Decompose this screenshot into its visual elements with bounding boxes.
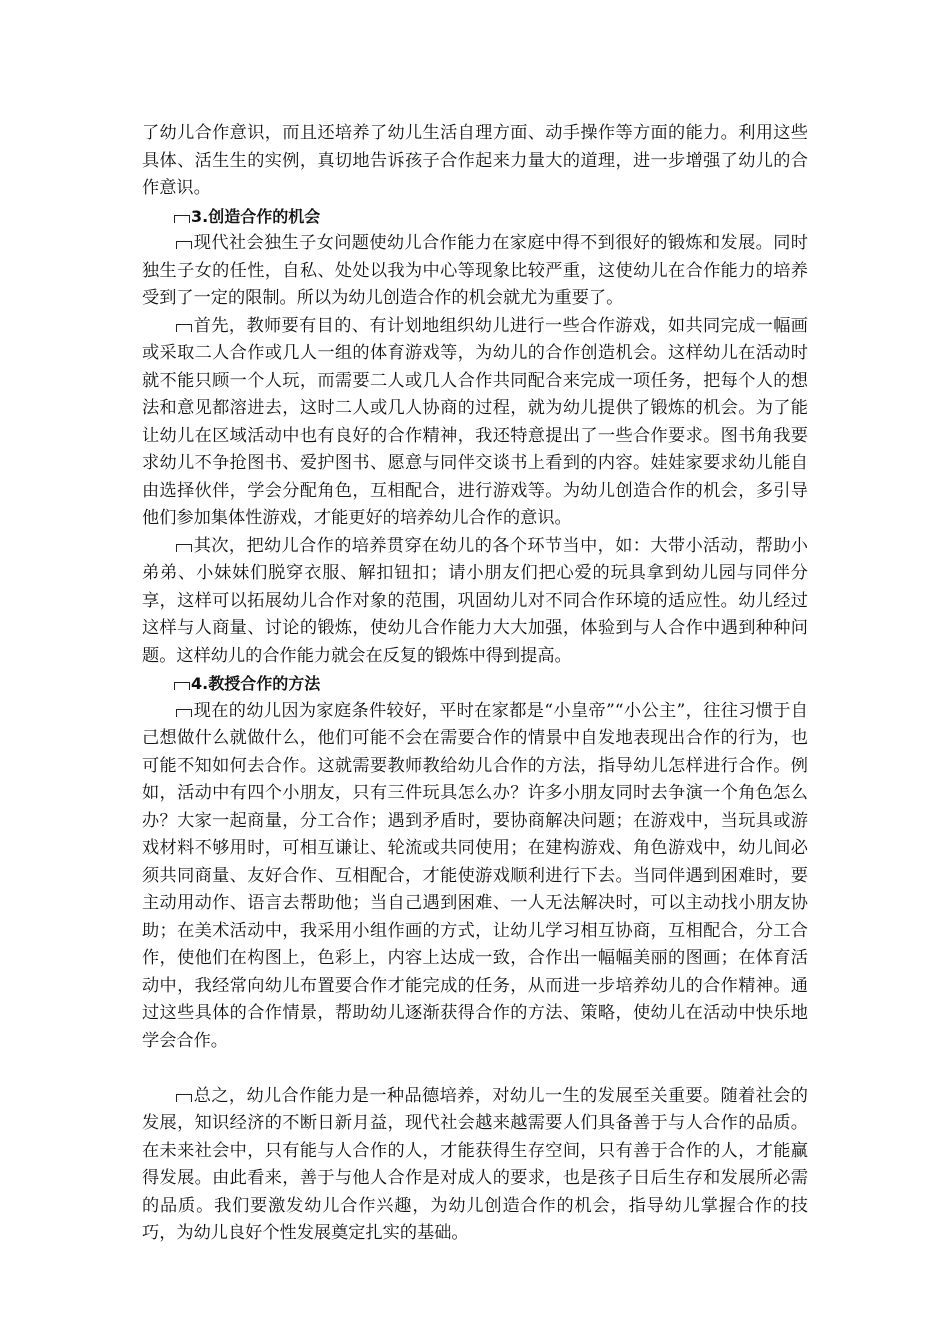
paragraph-text: 首先，教师要有目的、有计划地组织幼儿进行一些合作游戏，如共同完成一幅画或采取二人合作或几人一组的体育游戏等，为幼儿的合作创造机会。这样幼儿在活动时就不能只顾一个人玩，而需要二人或几人合作共同配合来完成一项任务，把每个人的想法和意见都溶进去，这时二人或几人协商的过程，就为幼儿提供了锻炼的机会。为了能让幼儿在区域活动中也有良好的合作精神，我还特意提出了一些合作要求。图书角我要求幼儿不争抢图书、爱护图书、愿意与同伴交谈书上看到的内容。娃娃家要求幼儿能自由选择伙伴，学会分配角色，互相配合，进行游戏等。为幼儿创造合作的机会，多引导他们参加集体性游戏，才能更好的培养幼儿合作的意识。	[142, 315, 808, 528]
paragraph-mark-icon	[176, 709, 192, 717]
paragraph-text: 其次，把幼儿合作的培养贯穿在幼儿的各个环节当中，如：大带小活动，帮助小弟弟、小妹妹们脱穿衣服、解扣钮扣；请小朋友们把心爱的玩具拿到幼儿园与同伴分享，这样可以拓展幼儿合作对象的范围，巩固幼儿对不同合作环境的适应性。幼儿经过这样与人商量、讨论的锻炼，使幼儿合作能力大大加强，体验到与人合作中遇到种种问题。这样幼儿的合作能力就会在反复的锻炼中得到提高。	[142, 535, 808, 666]
paragraph-mark-icon	[174, 215, 190, 223]
paragraph-text: 总之，幼儿合作能力是一种品德培养，对幼儿一生的发展至关重要。随着社会的发展，知识经济的不断日新月益，现代社会越来越需要人们具备善于与人合作的品质。在未来社会中，只有能与人合作的人，才能获得生存空间，只有善于合作的人，才能赢得发展。由此看来，善于与他人合作是对成人的要求，也是孩子日后生存和发展所必需的品质。我们要激发幼儿合作兴趣，为幼儿创造合作的机会，指导幼儿掌握合作的技巧，为幼儿良好个性发展奠定扎实的基础。	[142, 1085, 808, 1243]
paragraph	[142, 698, 808, 1056]
paragraph-text: 现代社会独生子女问题使幼儿合作能力在家庭中得不到很好的锻炼和发展。同时独生子女的任性，自私、处处以我为中心等现象比较严重，这使幼儿在合作能力的培养受到了一定的限制。所以为幼儿创造合作的机会就尤为重要了。	[142, 233, 808, 308]
paragraph-conclusion	[142, 1083, 808, 1248]
paragraph-mark-icon	[176, 544, 192, 552]
section-heading-3-text: 3.创造合作的机会	[191, 206, 321, 226]
paragraph	[142, 533, 808, 671]
paragraph-continuation: 了幼儿合作意识，而且还培养了幼儿生活自理方面、动手操作等方面的能力。利用这些具体、活生生的实例，真切地告诉孩子合作起来力量大的道理，进一步增强了幼儿的合作意识。	[142, 123, 808, 198]
document-page	[142, 120, 808, 1248]
paragraph-mark-icon	[176, 1094, 192, 1102]
paragraph-mark-icon	[176, 324, 192, 332]
section-heading-3	[142, 203, 808, 231]
paragraph-text: 现在的幼儿因为家庭条件较好，平时在家都是“小皇帝”“小公主”，往往习惯于自己想做什么就做什么，他们可能不会在需要合作的情景中自发地表现出合作的行为，也可能不知如何去合作。这就需要教师教给幼儿合作的方法，指导幼儿怎样进行合作。例如，活动中有四个小朋友，只有三件玩具怎么办？许多小朋友同时去争演一个角色怎么办？大家一起商量，分工合作；遇到矛盾时，要协商解决问题；在游戏中，当玩具或游戏材料不够用时，可相互谦让、轮流或共同使用；在建构游戏、角色游戏中，幼儿间必须共同商量、友好合作、互相配合，才能使游戏顺利进行下去。当同伴遇到困难时，要主动用动作、语言去帮助他；当自己遇到困难、一人无法解决时，可以主动找小朋友协助；在美术活动中，我采用小组作画的方式，让幼儿学习相互协商，互相配合，分工合作，使他们在构图上，色彩上，内容上达成一致，合作出一幅幅美丽的图画；在体育活动中，我经常向幼儿布置要合作才能完成的任务，从而进一步培养幼儿的合作精神。通过这些具体的合作情景，帮助幼儿逐渐获得合作的方法、策略，使幼儿在活动中快乐地学会合作。	[142, 700, 808, 1051]
paragraph	[142, 313, 808, 533]
paragraph	[142, 230, 808, 313]
section-heading-4-text: 4.教授合作的方法	[191, 674, 321, 693]
paragraph-mark-icon	[174, 682, 190, 690]
section-heading-4	[142, 670, 808, 698]
blank-line	[142, 1055, 808, 1083]
paragraph-mark-icon	[176, 241, 192, 249]
